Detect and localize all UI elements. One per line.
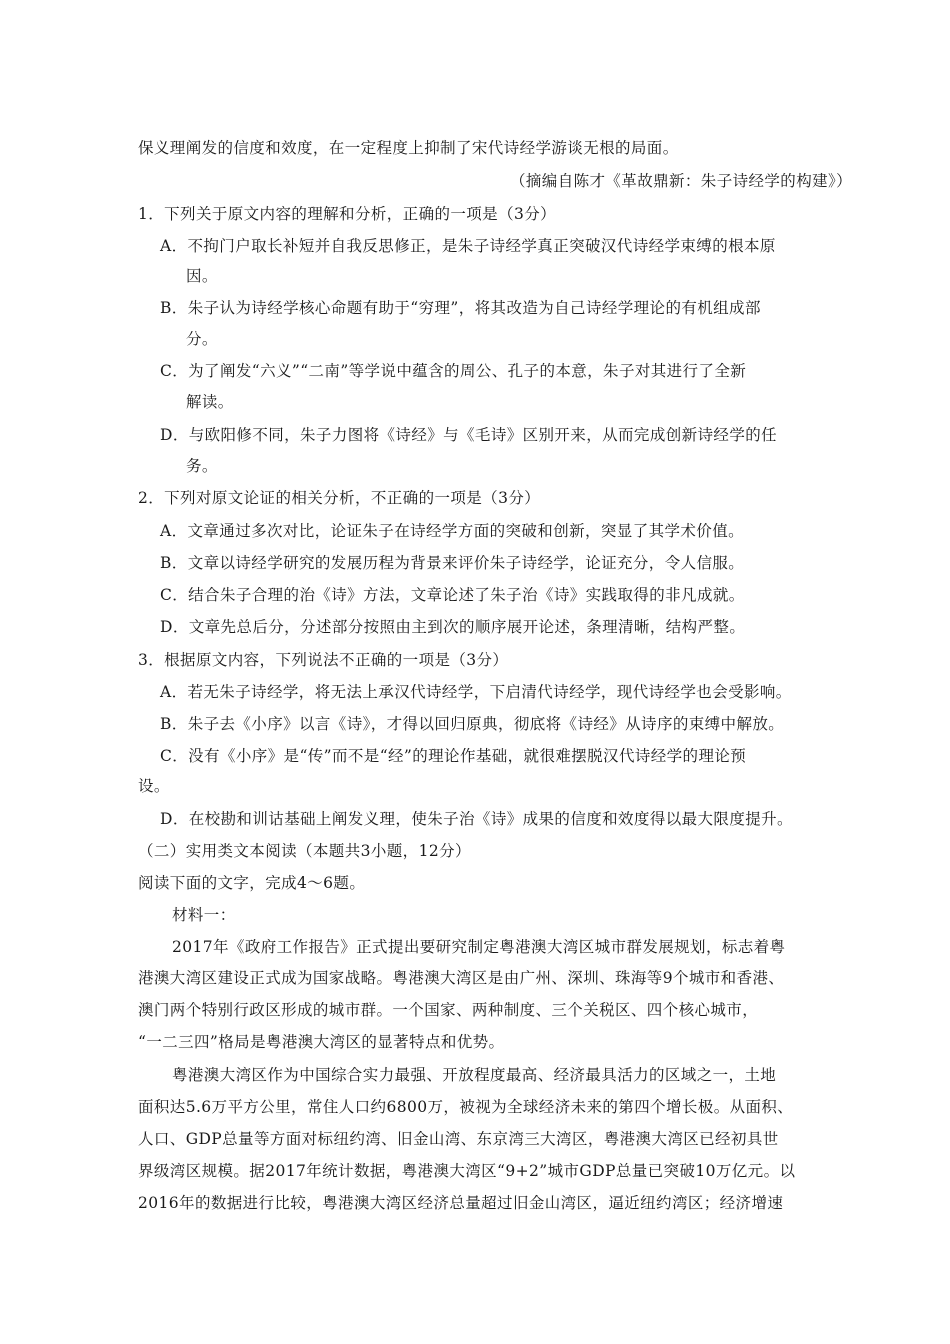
- question-3-option-c: C．没有《小序》是“传”而不是“经”的理论作基础，就很难摆脱汉代诗经学的理论预: [160, 747, 747, 765]
- question-2-stem: 2．下列对原文论证的相关分析，不正确的一项是（3分）: [138, 489, 541, 507]
- question-2-option-d: D．文章先总后分，分述部分按照由主到次的顺序展开论述，条理清晰，结构严整。: [160, 618, 746, 636]
- question-1-option-d-cont: 务。: [186, 457, 218, 475]
- question-2-option-b: B．文章以诗经学研究的发展历程为背景来评价朱子诗经学，论证充分，令人信服。: [160, 554, 745, 572]
- question-3-option-d: D．在校勘和训诂基础上阐发义理，使朱子治《诗》成果的信度和效度得以最大限度提升。: [160, 810, 793, 828]
- section-2-instruction: 阅读下面的文字，完成4～6题。: [138, 874, 366, 892]
- section-2-heading: （二）实用类文本阅读（本题共3小题，12分）: [138, 842, 471, 860]
- paragraph-2-line-2: 面积达5.6万平方公里，常住人口约6800万，被视为全球经济未来的第四个增长极。从面积、: [138, 1098, 794, 1116]
- question-1-stem: 1．下列关于原文内容的理解和分析，正确的一项是（3分）: [138, 205, 557, 223]
- paragraph-2-line-1: 粤港澳大湾区作为中国综合实力最强、开放程度最高、经济最具活力的区域之一，土地: [172, 1066, 777, 1084]
- question-1-option-d: D．与欧阳修不同，朱子力图将《诗经》与《毛诗》区别开来，从而完成创新诗经学的任: [160, 426, 778, 444]
- paragraph-2-line-4: 界级湾区规模。据2017年统计数据，粤港澳大湾区“9+2”城市GDP总量已突破10万亿元。以: [138, 1162, 796, 1180]
- question-3-option-c-cont: 设。: [138, 777, 170, 795]
- paragraph-2-line-5: 2016年的数据进行比较，粤港澳大湾区经济总量超过旧金山湾区，逼近纽约湾区；经济增速: [138, 1194, 784, 1212]
- material-label: 材料一：: [172, 906, 236, 924]
- paragraph-1-line-2: 港澳大湾区建设正式成为国家战略。粤港澳大湾区是由广州、深圳、珠海等9个城市和香港、: [138, 969, 785, 987]
- paragraph-1-line-1: 2017年《政府工作报告》正式提出要研究制定粤港澳大湾区城市群发展规划，标志着粤: [172, 938, 786, 956]
- question-1-option-c: C．为了阐发“六义”“二南”等学说中蕴含的周公、孔子的本意，朱子对其进行了全新: [160, 362, 747, 380]
- question-1-option-a: A．不拘门户取长补短并自我反思修正，是朱子诗经学真正突破汉代诗经学束缚的根本原: [160, 237, 776, 255]
- source-citation: （摘编自陈才《革故鼎新：朱子诗经学的构建》）: [510, 172, 853, 190]
- question-3-stem: 3．根据原文内容，下列说法不正确的一项是（3分）: [138, 651, 509, 669]
- paragraph-1-line-3: 澳门两个特别行政区形成的城市群。一个国家、两种制度、三个关税区、四个核心城市，: [138, 1001, 759, 1019]
- paragraph-2-line-3: 人口、GDP总量等方面对标纽约湾、旧金山湾、东京湾三大湾区，粤港澳大湾区已经初具世: [138, 1130, 779, 1148]
- question-2-option-a: A．文章通过多次对比，论证朱子在诗经学方面的突破和创新，突显了其学术价值。: [160, 522, 744, 540]
- question-3-option-b: B．朱子去《小序》以言《诗》，才得以回归原典，彻底将《诗经》从诗序的束缚中解放。: [160, 715, 785, 733]
- question-2-option-c: C．结合朱子合理的治《诗》方法，文章论述了朱子治《诗》实践取得的非凡成就。: [160, 586, 745, 604]
- paragraph-1-line-4: “一二三四”格局是粤港澳大湾区的显著特点和优势。: [138, 1033, 505, 1051]
- question-1-option-a-cont: 因。: [186, 267, 218, 285]
- intro-text: 保义理阐发的信度和效度，在一定程度上抑制了宋代诗经学游谈无根的局面。: [138, 139, 679, 157]
- question-1-option-b: B．朱子认为诗经学核心命题有助于“穷理”，将其改造为自己诗经学理论的有机组成部: [160, 299, 761, 317]
- question-3-option-a: A．若无朱子诗经学，将无法上承汉代诗经学，下启清代诗经学，现代诗经学也会受影响。: [160, 683, 792, 701]
- question-1-option-b-cont: 分。: [186, 330, 218, 348]
- question-1-option-c-cont: 解读。: [186, 393, 234, 411]
